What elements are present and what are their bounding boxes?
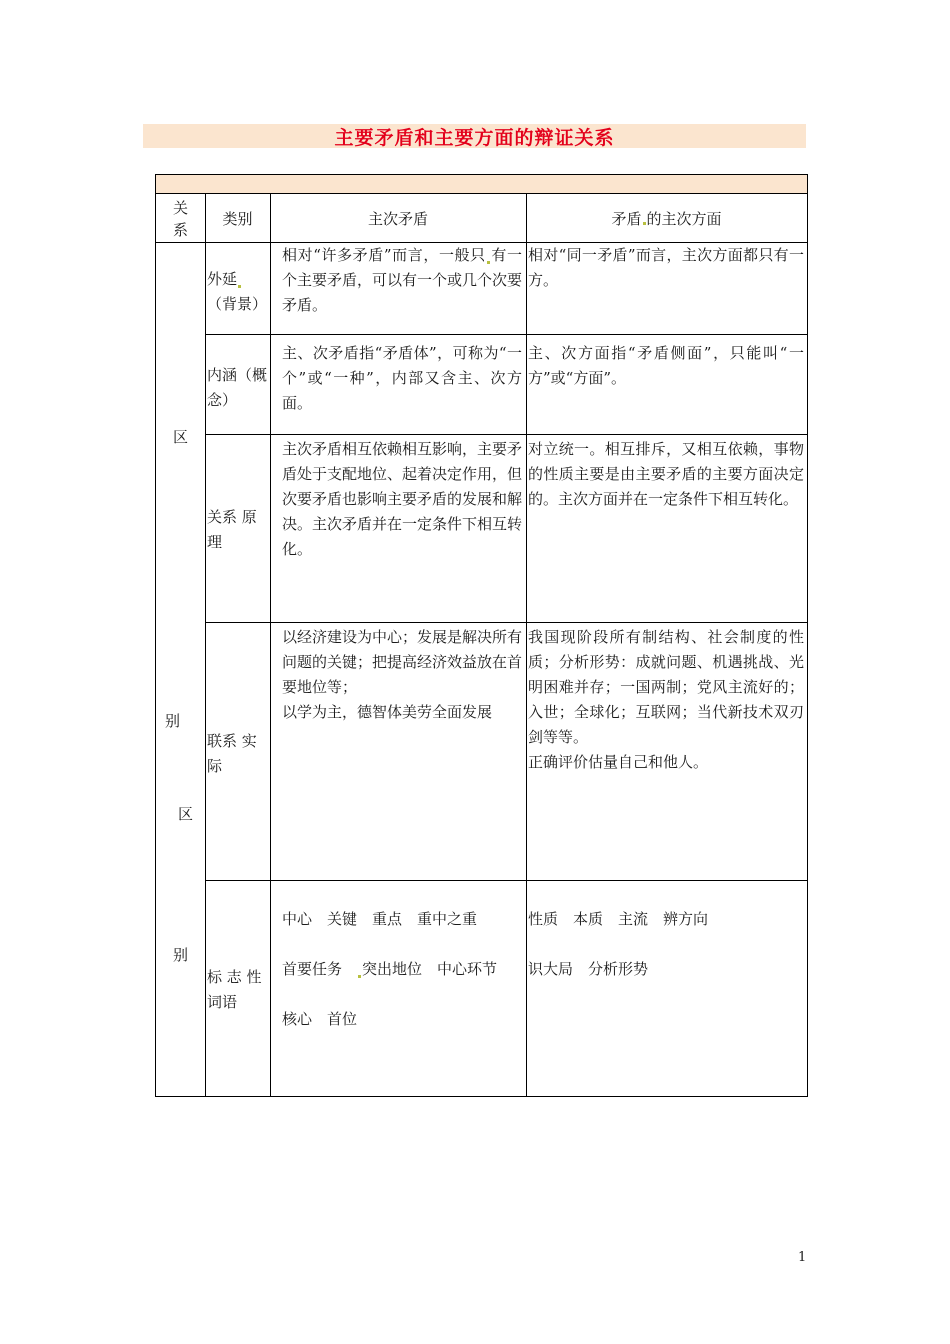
col-divider [270,193,271,1096]
cell-practice-contradiction: 以经济建设为中心；发展是解决所有问题的关键；把提高经济效益放在首要地位等； 以学为主，德智体美劳全面发展 [282,628,523,721]
page-title: 主要矛盾和主要方面的辩证关系 [334,126,615,149]
cell-principle-aspects: 对立统一。相互排斥，又相互依赖，事物的性质主要是由主要矛盾的主要方面决定的。主次方面并在一定条件下相互转化。 [528,440,804,508]
page-number: 1 [798,1250,807,1265]
col-divider [526,193,527,1096]
cell-extension-aspects: 相对“同一矛盾”而言，主次方面都只有一方。 [528,246,804,289]
cell-keywords-contradiction: 中心 关键 重点 重中之重 首要任务 突出地位 中心环节 核心 首位 [282,910,498,1028]
col-divider [205,193,206,1096]
header-major-minor-contradiction: 主次矛盾 [367,210,428,228]
header-corner-top: 关 [172,199,188,217]
row-divider [205,334,807,335]
cell-connotation-contradiction: 主、次矛盾指“矛盾体”，可称为“一个”或“一种”，内部又含主、次方面。 [282,344,522,412]
stray-mark [238,285,241,288]
cell-connotation-aspects: 主、次方面指“矛盾侧面”，只能叫“一方”或“方面”。 [528,344,804,387]
cell-keywords-aspects: 性质 本质 主流 辨方向 识大局 分析形势 [528,910,709,978]
row-label-principle: 关系 原理 [207,508,257,551]
header-category: 类别 [222,210,253,228]
row-label-keywords: 标 志 性 词语 [207,968,262,1011]
row-divider [205,622,807,623]
side-label: 区 [178,805,194,823]
header-corner [156,197,205,241]
row-label-practice: 联系 实际 [207,732,257,775]
stray-mark [358,975,361,978]
cell-extension-contradiction: 相对“许多矛盾”而言，一般只 有一个主要矛盾，可以有一个或几个次要矛盾。 [282,246,523,314]
stray-mark [487,261,490,264]
cell-practice-aspects: 我国现阶段所有制结构、社会制度的性质；分析形势：成就问题、机遇挑战、光明困难并存；一国两制；党风主流好的；入世；全球化；互联网；当代新技术双刃剑等等。 正确评价估量自己和他人。 [528,628,804,771]
side-label: 别 [165,712,181,730]
header-corner-bottom: 系 [172,221,188,239]
header-aspects: 矛盾 的主次方面 [611,210,722,228]
title-band [143,124,806,148]
cell-principle-contradiction: 主次矛盾相互依赖相互影响，主要矛盾处于支配地位、起着决定作用，但次要矛盾也影响主要矛盾的发展和解决。主次矛盾并在一定条件下相互转化。 [282,440,523,558]
table-top-band [156,175,807,194]
row-label-extension: 外延（背景） [207,270,268,313]
row-divider [205,880,807,881]
row-label-connotation: 内涵（概念） [207,366,268,409]
side-label: 区 [173,428,189,446]
stray-mark [643,222,646,225]
comparison-table [155,174,808,1097]
side-label: 别 [173,946,189,964]
row-divider [205,434,807,435]
